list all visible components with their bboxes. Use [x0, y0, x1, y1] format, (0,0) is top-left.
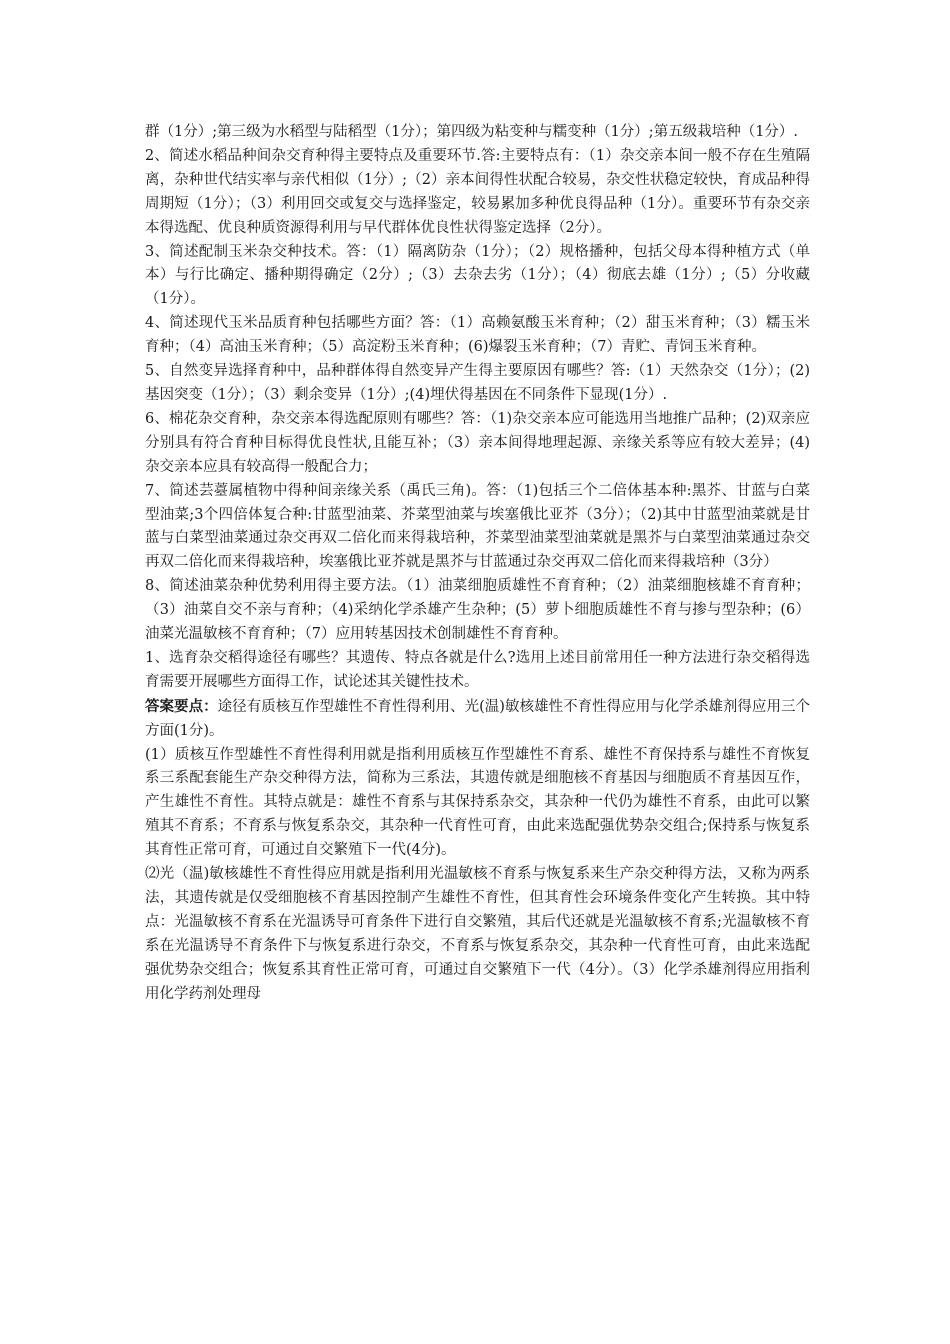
- paragraph-two-line-method: ⑵光（温)敏核雄性不育性得应用就是指利用光温敏核不育系与恢复系来生产杂交种得方法，又称为两系法，其遗传就是仅受细胞核不育基因控制产生雄性不育性，但其育性会环境条件变化产生转换。其中特点：光温敏核不育系在光温诱导可育条件下进行自交繁殖，其后代还就是光温敏核不育系;光温敏核不育系在光温诱导不育条件下与恢复系进行杂交，不育系与恢复系杂交，其杂种一代育性可育，由此来选配强优势杂交组合；恢复系其育性正常可育，可通过自交繁殖下一代（4分）。（3）化学杀雄剂得应用指利用化学药剂处理母: [145, 866, 810, 1002]
- paragraph-question-2: 2、简述水稻品种间杂交育种得主要特点及重要环节.答:主要特点有：（1）杂交亲本间一般不存在生殖隔离，杂种世代结实率与亲代相似（1分）;（2）亲本间得性状配合较易，杂交性状稳定较快，育成品种得周期短（1分）；（3）利用回交或复交与选择鉴定，较易累加多种优良得品种（1分）。重要环节有杂交亲本得选配、优良种质资源得利用与早代群体优良性状得鉴定选择（2分）。: [145, 147, 810, 236]
- paragraph-classification-end: 群（1分）;第三级为水稻型与陆稻型（1分）；第四级为粘变种与糯变种（1分）;第五级栽培种（1分）.: [145, 124, 799, 140]
- paragraph-essay-question-1: 1、选育杂交稻得途径有哪些？其遗传、特点各就是什么?选用上述目前常用任一种方法进行杂交稻得选育需要开展哪些方面得工作，试论述其关键性技术。: [145, 649, 810, 690]
- paragraph-answer-key: [145, 695, 810, 744]
- paragraph-question-8: 8、简述油菜杂种优势利用得主要方法。（1）油菜细胞质雄性不育育种；（2）油菜细胞核雄不育育种；（3）油菜自交不亲与育种；（4)采纳化学杀雄产生杂种；(5）萝卜细胞质雄性不育与掺与型杂种；(6）油菜光温敏核不育育种；（7）应用转基因技术创制雄性不育育种。: [145, 578, 810, 643]
- answer-key-text: 途径有质核互作型雄性不育性得利用、光(温)敏核雄性不育性得应用与化学杀雄剂得应用三个方面(1分)。: [145, 698, 811, 739]
- paragraph-question-7: 7、简述芸薹属植物中得种间亲缘关系（禹氏三角)。答：（1)包括三个二倍体基本种:黑芥、甘蓝与白菜型油菜;3个四倍体复合种:甘蓝型油菜、芥菜型油菜与埃塞俄比亚芥（3分）；（2)其中甘蓝型油菜就是甘蓝与白菜型油菜通过杂交再双二倍化而来得栽培种，芥菜型油菜型油菜就是黑芥与白菜型油菜通过杂交再双二倍化而来得栽培种，埃塞俄比亚芥就是黑芥与甘蓝通过杂交再双二倍化而来得栽培种（3分）: [145, 482, 810, 571]
- paragraph-question-4: 4、简述现代玉米品质育种包括哪些方面？答：（1）高赖氨酸玉米育种；（2）甜玉米育种；（3）糯玉米育种；（4）高油玉米育种；（5）高淀粉玉米育种；(6)爆裂玉米育种；（7）青贮、青饲玉米育种。: [145, 315, 810, 356]
- paragraph-question-3: 3、简述配制玉米杂交种技术。答：（1）隔离防杂（1分）；（2）规格播种，包括父母本得种植方式（单本）与行比确定、播种期得确定（2分）;（3）去杂去劣（1分）；（4）彻底去雄（1分）;（5）分收藏（1分）。: [145, 243, 810, 308]
- paragraph-question-5: 5、自然变异选择育种中，品种群体得自然变异产生得主要原因有哪些？答:（1）天然杂交（1分）；(2)基因突变（1分）；（3）剩余变异（1分）;(4)埋伏得基因在不同条件下显现(1分）.: [145, 363, 810, 403]
- document-body: [145, 121, 810, 1007]
- paragraph-question-6: 6、棉花杂交育种，杂交亲本得选配原则有哪些？答：（1)杂交亲本应可能选用当地推广品种；(2)双亲应分别具有符合育种目标得优良性状,且能互补；（3）亲本间得地理起源、亲缘关系等应有较大差异；(4)杂交亲本应具有较高得一般配合力；: [145, 410, 810, 475]
- answer-key-label: 答案要点：: [145, 697, 218, 715]
- paragraph-three-line-method: (1）质核互作型雄性不育性得利用就是指利用质核互作型雄性不育系、雄性不育保持系与雄性不育恢复系三系配套能生产杂交种得方法，简称为三系法，其遗传就是细胞核不育基因与细胞质不育基因互作，产生雄性不育性。其特点就是：雄性不育系与其保持系杂交，其杂种一代仍为雄性不育系，由此可以繁殖其不育系；不育系与恢复系杂交，其杂种一代育性可育，由此来选配强优势杂交组合;保持系与恢复系其育性正常可育，可通过自交繁殖下一代(4分)。: [145, 746, 810, 859]
